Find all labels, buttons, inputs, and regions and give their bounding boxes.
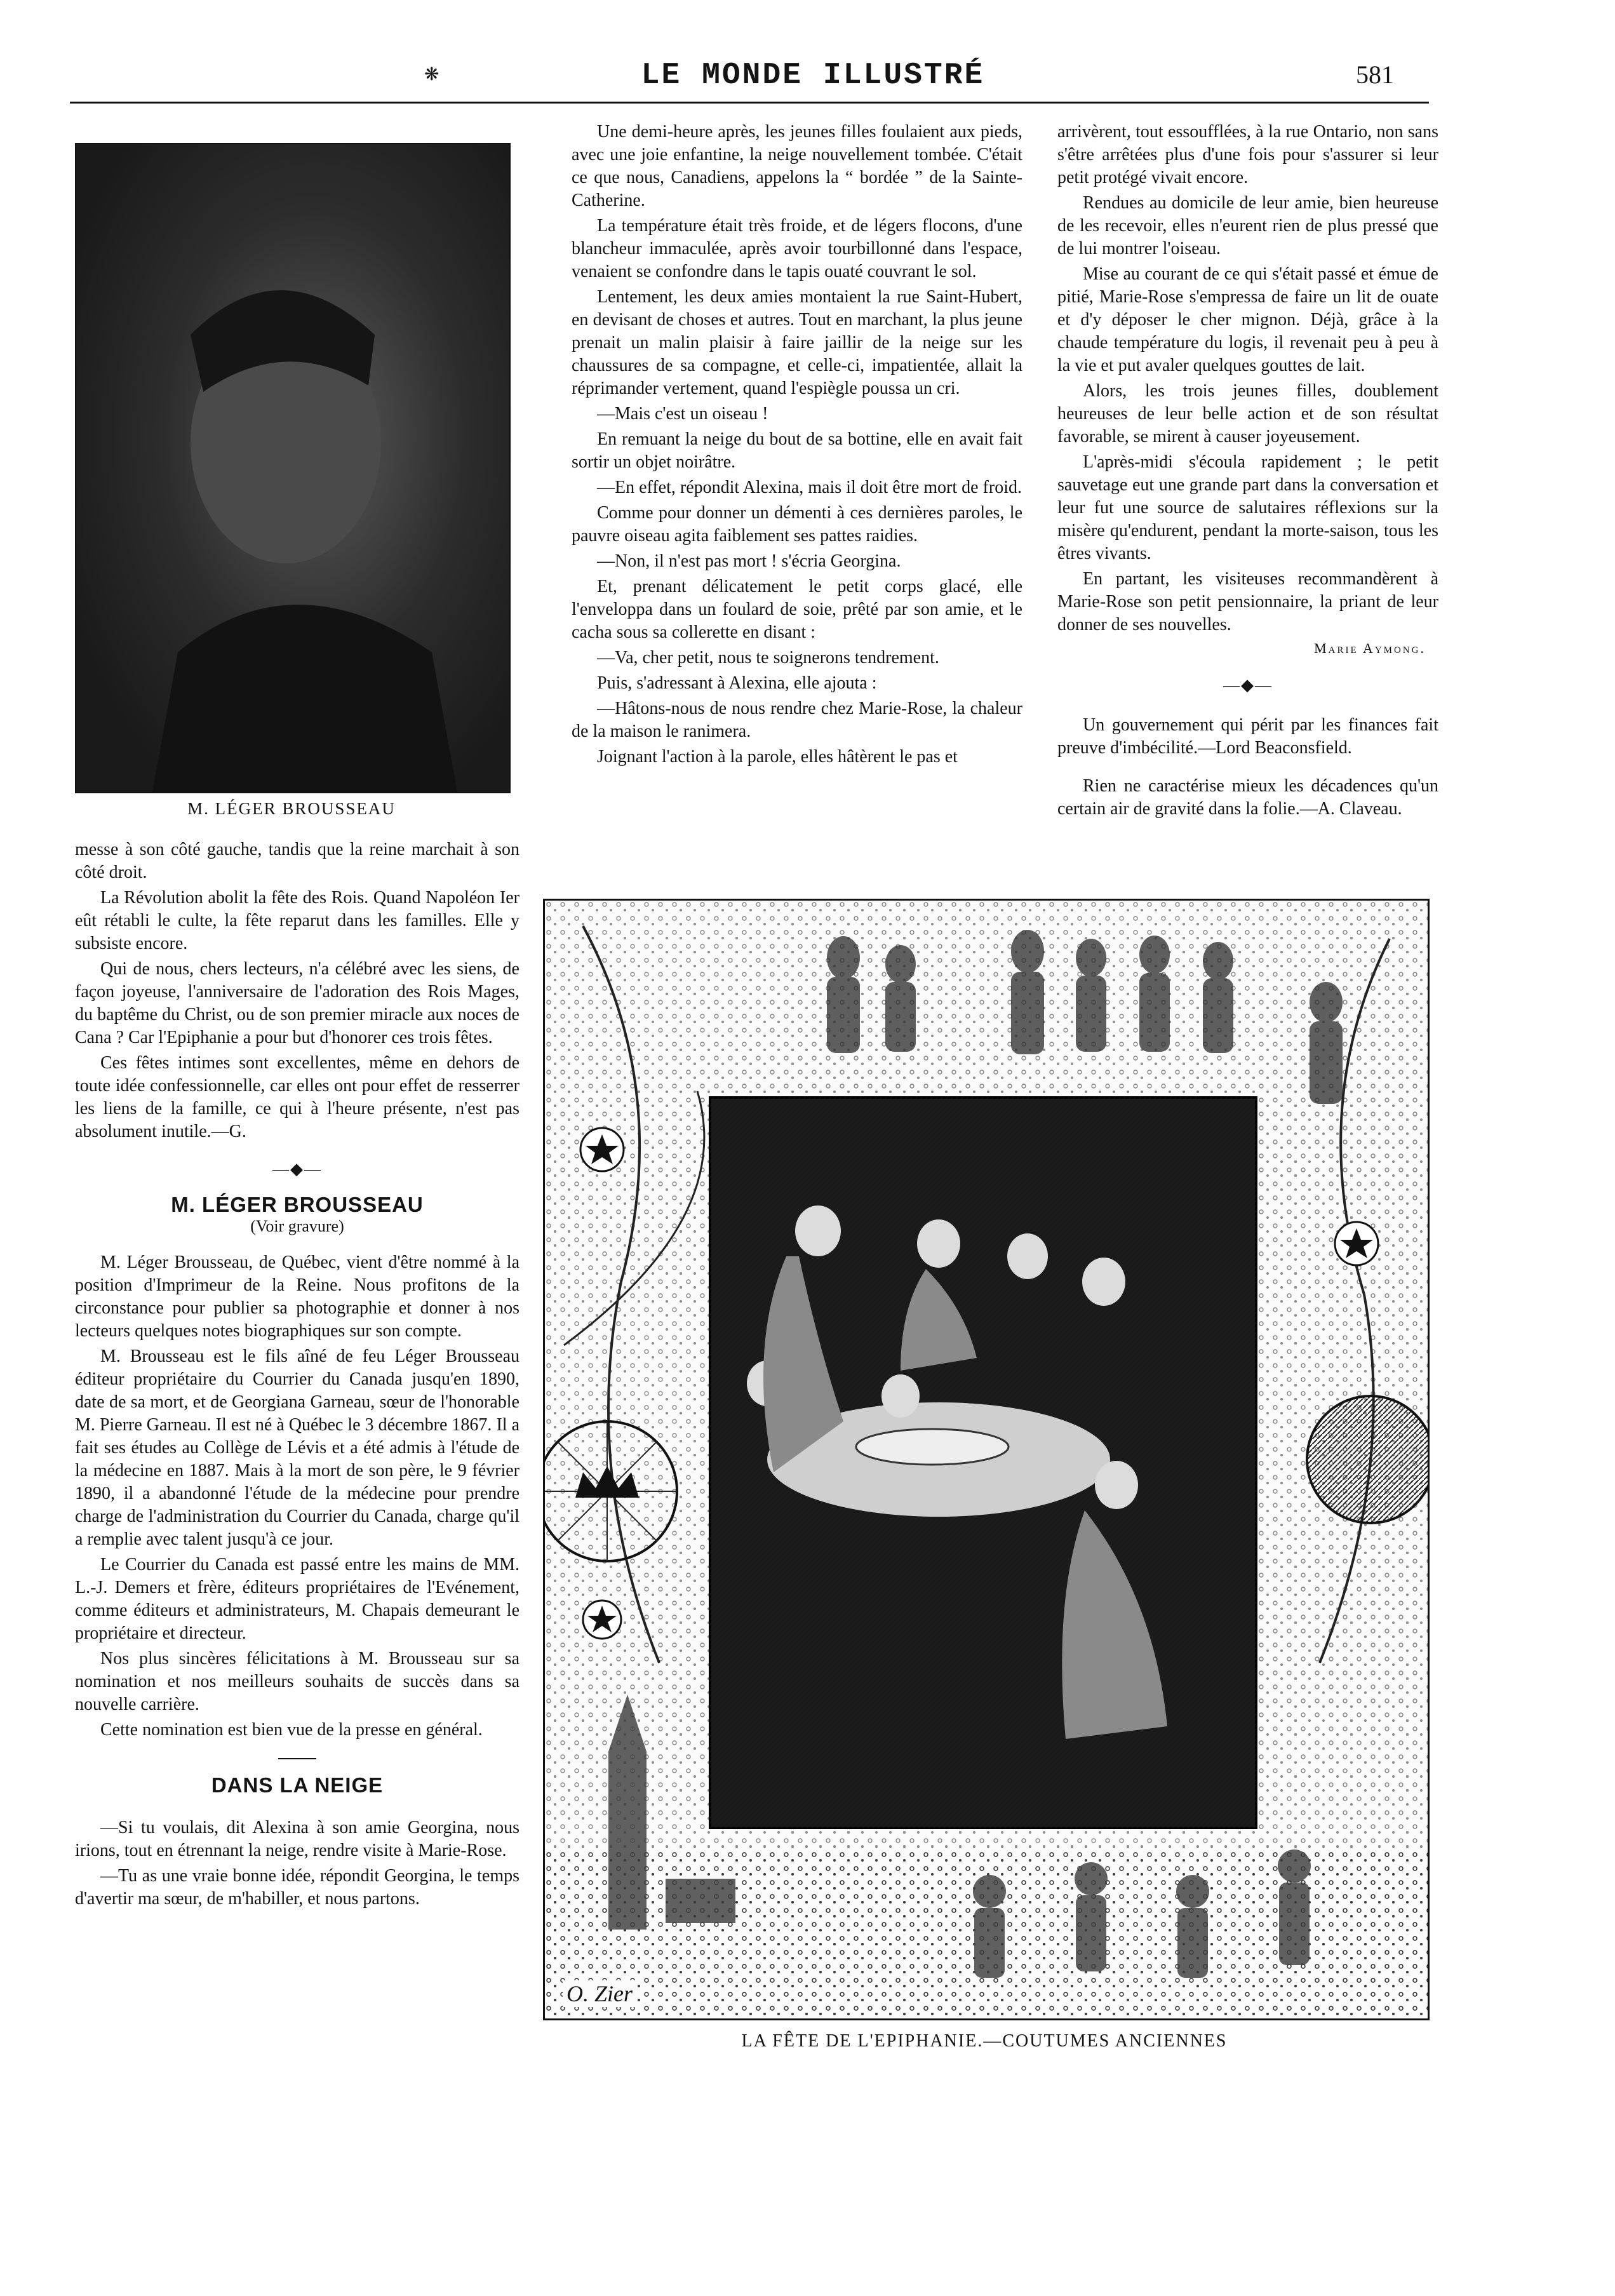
middle-paragraph: Et, prenant délicatement le petit corps glacé, elle l'enveloppa dans un foulard de soie, prêté par son amie, et le cacha sous sa collerette en disant : [572,577,1022,642]
brousseau-paragraph: Le Courrier du Canada est passé entre les mains de MM. L.-J. Demers et frère, éditeurs propriétaires de l'Evénement, comme éditeurs et administrateurs, M. Chapais demeurant le propriétaire et directeur. [75,1555,519,1643]
left-paragraph: Ces fêtes intimes sont excellentes, même en dehors de toute idée confessionnelle, car elles ont pour effet de resserrer les liens de la famille, ce qui à l'heure présente, n'est pas absolument inutile.—G. [75,1053,519,1141]
right-paragraph: L'après-midi s'écoula rapidement ; le petit sauvetage eut une grande part dans la conversation et leur fut une source de salutaires réflexions sur la misère qu'endurent, pendant la morte-saison, tous les êtres vivants. [1057,452,1438,563]
section-ornament: —◆— [272,1160,322,1178]
middle-column [572,121,1022,771]
right-paragraph: En partant, les visiteuses recommandèrent à Marie-Rose son petit pensionnaire, la priant de leur donner de ses nouvelles. [1057,569,1438,634]
neige-paragraph: —Si tu voulais, dit Alexina à son amie Georgina, nous irions, tout en étrennant la neige, rendre visite à Marie-Rose. [75,1818,519,1860]
middle-paragraph: Comme pour donner un démenti à ces dernières paroles, le pauvre oiseau agita faiblement ses pattes raidies. [572,503,1022,546]
right-paragraph: arrivèrent, tout essoufflées, à la rue Ontario, non sans s'être arrêtées plus d'une fois pour s'assurer si leur petit protégé vivait encore. [1057,122,1438,187]
middle-paragraph: —Non, il n'est pas mort ! s'écria Georgina. [597,551,901,571]
brousseau-paragraph: M. Brousseau est le fils aîné de feu Léger Brousseau éditeur propriétaire du Courrier du Canada jusqu'en 1890, date de sa mort, et de Georgiana Garneau, sœur de l'honorable M. Pierre Garneau. Il est né à Québec le 3 décembre 1867. Il a fait ses études au Collège de Lévis et a été admis à l'étude de la médecine en 1887. Mais à la mort de son père, le 9 février 1890, il a abandonné l'étude de la médecine pour prendre charge de l'administration du Courrier du Canada, charge qu'il a remplie avec talent jusqu'à ce jour. [75,1346,519,1549]
left-paragraph: La Révolution abolit la fête des Rois. Quand Napoléon Ier eût rétabli le culte, la fête reparut dans les familles. Elle y subsiste encore. [75,888,519,953]
right-paragraph: Alors, les trois jeunes filles, doublement heureuses de leur belle action et de son résultat favorable, se mirent à causer joyeusement. [1057,381,1438,446]
section-rule [278,1758,316,1759]
middle-paragraph: —Hâtons-nous de nous rendre chez Marie-Rose, la chaleur de la maison le ranimera. [572,699,1022,741]
section-heading-brousseau: M. LÉGER BROUSSEAU [171,1193,424,1216]
quote-claveau: Rien ne caractérise mieux les décadences qu'un certain air de gravité dans la folie.—A. Claveau. [1057,776,1438,819]
epiphany-illustration [543,899,1430,2020]
neige-paragraph: —Tu as une vraie bonne idée, répondit Georgina, le temps d'avertir ma sœur, de m'habiller, et nous partons. [75,1866,519,1909]
section-ornament: —◆— [1223,676,1273,694]
portrait-photo [75,143,511,793]
middle-paragraph: —Mais c'est un oiseau ! [597,404,768,424]
portrait-figure [76,144,509,792]
middle-paragraph: En remuant la neige du bout de sa bottine, elle en avait fait sortir un objet noirâtre. [572,429,1022,472]
left-column [75,838,519,1913]
left-paragraph: Qui de nous, chers lecteurs, n'a célébré avec les siens, de façon joyeuse, l'anniversaire de l'adoration des Rois Mages, du baptême du Christ, ou de son premier miracle aux noces de Cana ? Car l'Epiphanie a pour but d'honorer ces trois fêtes. [75,959,519,1047]
ornamental-border [545,901,1428,2018]
section-heading-neige: DANS LA NEIGE [211,1773,384,1797]
middle-paragraph: La température était très froide, et de légers flocons, d'une blancheur immaculée, après avoir tourbillonné dans l'espace, venaient se confondre dans le tapis ouaté couvrant le sol. [572,216,1022,281]
middle-paragraph: —Va, cher petit, nous te soignerons tendrement. [597,648,939,668]
brousseau-paragraph: Cette nomination est bien vue de la presse en général. [100,1720,483,1740]
middle-paragraph: Lentement, les deux amies montaient la rue Saint-Hubert, en devisant de choses et autres. Tout en marchant, la plus jeune prenait un malin plaisir à faire jaillir de la neige sur les chaussures de sa compagne, et celle-ci, impatientée, allait la réprimander vertement, quand l'espiègle poussa un cri. [572,287,1022,398]
header-mark: ❋ [424,65,439,84]
brousseau-paragraph: M. Léger Brousseau, de Québec, vient d'être nommé à la position d'Imprimeur de la Reine. Nous profitons de la circonstance pour publier sa photographie et donner à nos lecteurs quelques notes biographiques sur son compte. [75,1252,519,1341]
page-number: 581 [1356,60,1394,89]
artist-signature: O. Zier [563,1980,636,2007]
right-column [1057,121,1438,821]
author-signature: Marie Aymong. [1314,640,1426,656]
middle-paragraph: Joignant l'action à la parole, elles hâtèrent le pas et [597,747,958,767]
middle-paragraph: Puis, s'adressant à Alexina, elle ajouta : [597,673,877,693]
section-subheading: (Voir gravure) [250,1217,344,1235]
illustration-caption: LA FÊTE DE L'EPIPHANIE.—COUTUMES ANCIENNES [741,2031,1228,2051]
left-paragraph: messe à son côté gauche, tandis que la reine marchait à son côté droit. [75,840,519,882]
header-rule [70,102,1429,104]
middle-paragraph: —En effet, répondit Alexina, mais il doit être mort de froid. [597,478,1022,497]
running-head [0,58,1615,103]
right-paragraph: Rendues au domicile de leur amie, bien heureuse de les recevoir, elles n'eurent rien de plus pressé que de lui montrer l'oiseau. [1057,193,1438,258]
portrait-caption: M. LÉGER BROUSSEAU [187,799,396,818]
right-paragraph: Mise au courant de ce qui s'était passé et émue de pitié, Marie-Rose s'empressa de faire un lit de ouate et d'y déposer le cher mignon. Déjà, grâce à la chaude température du logis, il revenait peu à peu à la vie et put avaler quelques gouttes de lait. [1057,264,1438,375]
quote-beaconsfield: Un gouvernement qui périt par les finances fait preuve d'imbécilité.—Lord Beaconsfield. [1057,715,1438,758]
middle-paragraph: Une demi-heure après, les jeunes filles foulaient aux pieds, avec une joie enfantine, la neige nouvellement tombée. C'était ce que nous, Canadiens, appelons la “ bordée ” de la Sainte-Catherine. [572,122,1022,210]
journal-title: LE MONDE ILLUSTRÉ [641,58,985,93]
brousseau-paragraph: Nos plus sincères félicitations à M. Brousseau sur sa nomination et nos meilleurs souhaits de succès dans sa nouvelle carrière. [75,1649,519,1714]
